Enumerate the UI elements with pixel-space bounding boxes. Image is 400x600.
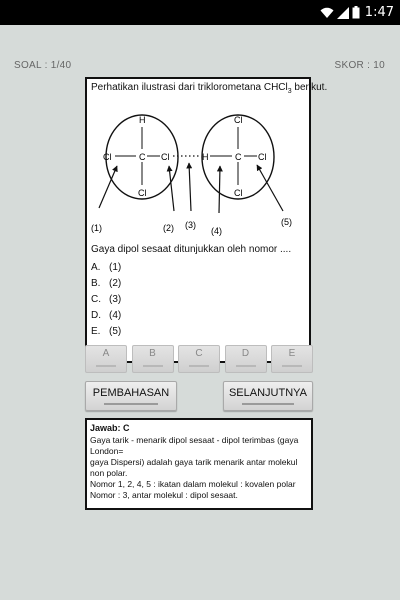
- explanation-line-2: gaya Dispersi) adalah gaya tarik menarik antar molekul non polar.: [90, 457, 298, 478]
- arrow-3: [189, 163, 191, 211]
- arrow-5: [257, 165, 283, 211]
- label-4: (4): [211, 226, 222, 236]
- explanation-line-1: Gaya tarik - menarik dipol sesaat - dipol terimbas (gaya London=: [90, 435, 299, 456]
- answer-buttons-row: [85, 345, 313, 375]
- answer-c-button[interactable]: C: [178, 345, 220, 373]
- option-c-value: (3): [109, 294, 122, 305]
- option-d-key: D.: [91, 310, 101, 321]
- question-text: Gaya dipol sesaat ditunjukkan oleh nomor ....: [91, 244, 292, 255]
- option-a-value: (1): [109, 262, 122, 273]
- chcl3-diagram: [89, 101, 307, 241]
- explanation-panel: [85, 418, 313, 510]
- left-cl-bottom-atom: Cl: [138, 188, 147, 198]
- option-e: [91, 326, 121, 342]
- battery-icon: [352, 6, 360, 19]
- option-a: [91, 262, 121, 278]
- left-h-atom: H: [139, 115, 146, 125]
- explanation-line-4: Nomor : 3, antar molekul : dipol sesaat.: [90, 490, 238, 500]
- explanation-title: Jawab: C: [90, 423, 130, 433]
- answer-d-button[interactable]: D: [225, 345, 267, 373]
- label-2: (2): [163, 223, 174, 233]
- right-cl-top-atom: Cl: [234, 115, 243, 125]
- question-counter: SOAL : 1/40: [14, 60, 72, 71]
- right-cl-bottom-atom: Cl: [234, 188, 243, 198]
- answer-e-button[interactable]: E: [271, 345, 313, 373]
- right-h-atom: H: [202, 152, 209, 162]
- signal-icon: [337, 7, 349, 19]
- status-time: 1:47: [364, 5, 394, 20]
- right-cl-right-atom: Cl: [258, 152, 267, 162]
- label-3: (3): [185, 220, 196, 230]
- question-prompt-subscript: 3: [287, 88, 292, 95]
- option-b-value: (2): [109, 278, 122, 289]
- options-list: [91, 262, 121, 342]
- question-prompt-suffix: berikut.: [291, 82, 328, 93]
- label-1: (1): [91, 223, 102, 233]
- wifi-icon: [320, 7, 334, 19]
- question-prompt: [91, 82, 327, 95]
- question-card: [85, 77, 328, 363]
- option-c: [91, 294, 121, 310]
- answer-a-button[interactable]: A: [85, 345, 127, 373]
- arrow-4: [219, 166, 220, 213]
- answer-b-button[interactable]: B: [132, 345, 174, 373]
- label-5: (5): [281, 217, 292, 227]
- status-icons: [320, 6, 360, 19]
- explanation-line-3: Nomor 1, 2, 4, 5 : ikatan dalam molekul : kovalen polar: [90, 479, 296, 489]
- option-d-value: (4): [109, 310, 122, 321]
- option-e-key: E.: [91, 326, 101, 337]
- option-c-key: C.: [91, 294, 101, 305]
- score-label: SKOR : 10: [334, 60, 385, 71]
- option-d: [91, 310, 121, 326]
- option-e-value: (5): [109, 326, 122, 337]
- left-cl-right-atom: Cl: [161, 152, 170, 162]
- left-cl-left-atom: Cl: [103, 152, 112, 162]
- option-b-key: B.: [91, 278, 101, 289]
- status-bar: [0, 0, 400, 25]
- question-prompt-text: Perhatikan ilustrasi dari triklorometana CHCl: [91, 82, 288, 93]
- selanjutnya-button[interactable]: SELANJUTNYA: [223, 381, 313, 411]
- right-c-atom: C: [235, 152, 242, 162]
- arrow-2: [169, 166, 174, 211]
- option-a-key: A.: [91, 262, 101, 273]
- quiz-screen: [5, 25, 395, 600]
- left-c-atom: C: [139, 152, 146, 162]
- pembahasan-button[interactable]: PEMBAHASAN: [85, 381, 177, 411]
- option-b: [91, 278, 121, 294]
